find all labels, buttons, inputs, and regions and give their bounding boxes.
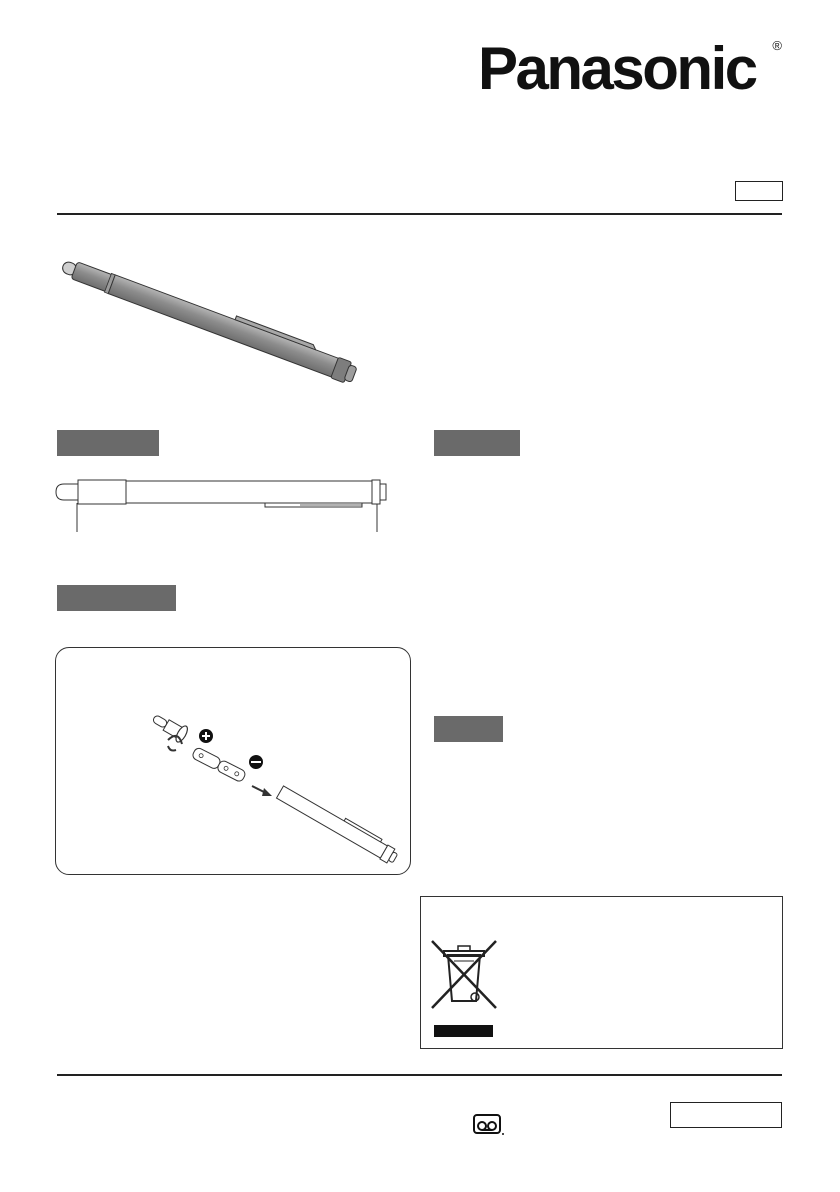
battery-installation-diagram	[140, 712, 400, 872]
section-header-usage	[434, 430, 520, 456]
stylus-pen-illustration	[55, 248, 375, 388]
crossed-out-bin-icon	[428, 937, 500, 1012]
plus-circle-icon	[199, 729, 213, 743]
bottom-divider	[57, 1074, 782, 1076]
section-header-parts	[57, 430, 159, 456]
pen-side-view-diagram	[50, 474, 395, 536]
section-header-battery	[57, 585, 176, 611]
recycle-mark-icon	[472, 1113, 506, 1137]
disposal-marking-bar	[434, 1025, 493, 1037]
panasonic-logo	[478, 36, 788, 102]
logo-text: Panasonic	[478, 35, 756, 102]
model-number-box	[670, 1102, 782, 1128]
minus-circle-icon	[249, 755, 263, 769]
section-header-notes	[434, 716, 503, 742]
language-code-box	[735, 181, 783, 201]
registered-mark: ®	[772, 38, 782, 53]
top-divider	[57, 213, 782, 215]
